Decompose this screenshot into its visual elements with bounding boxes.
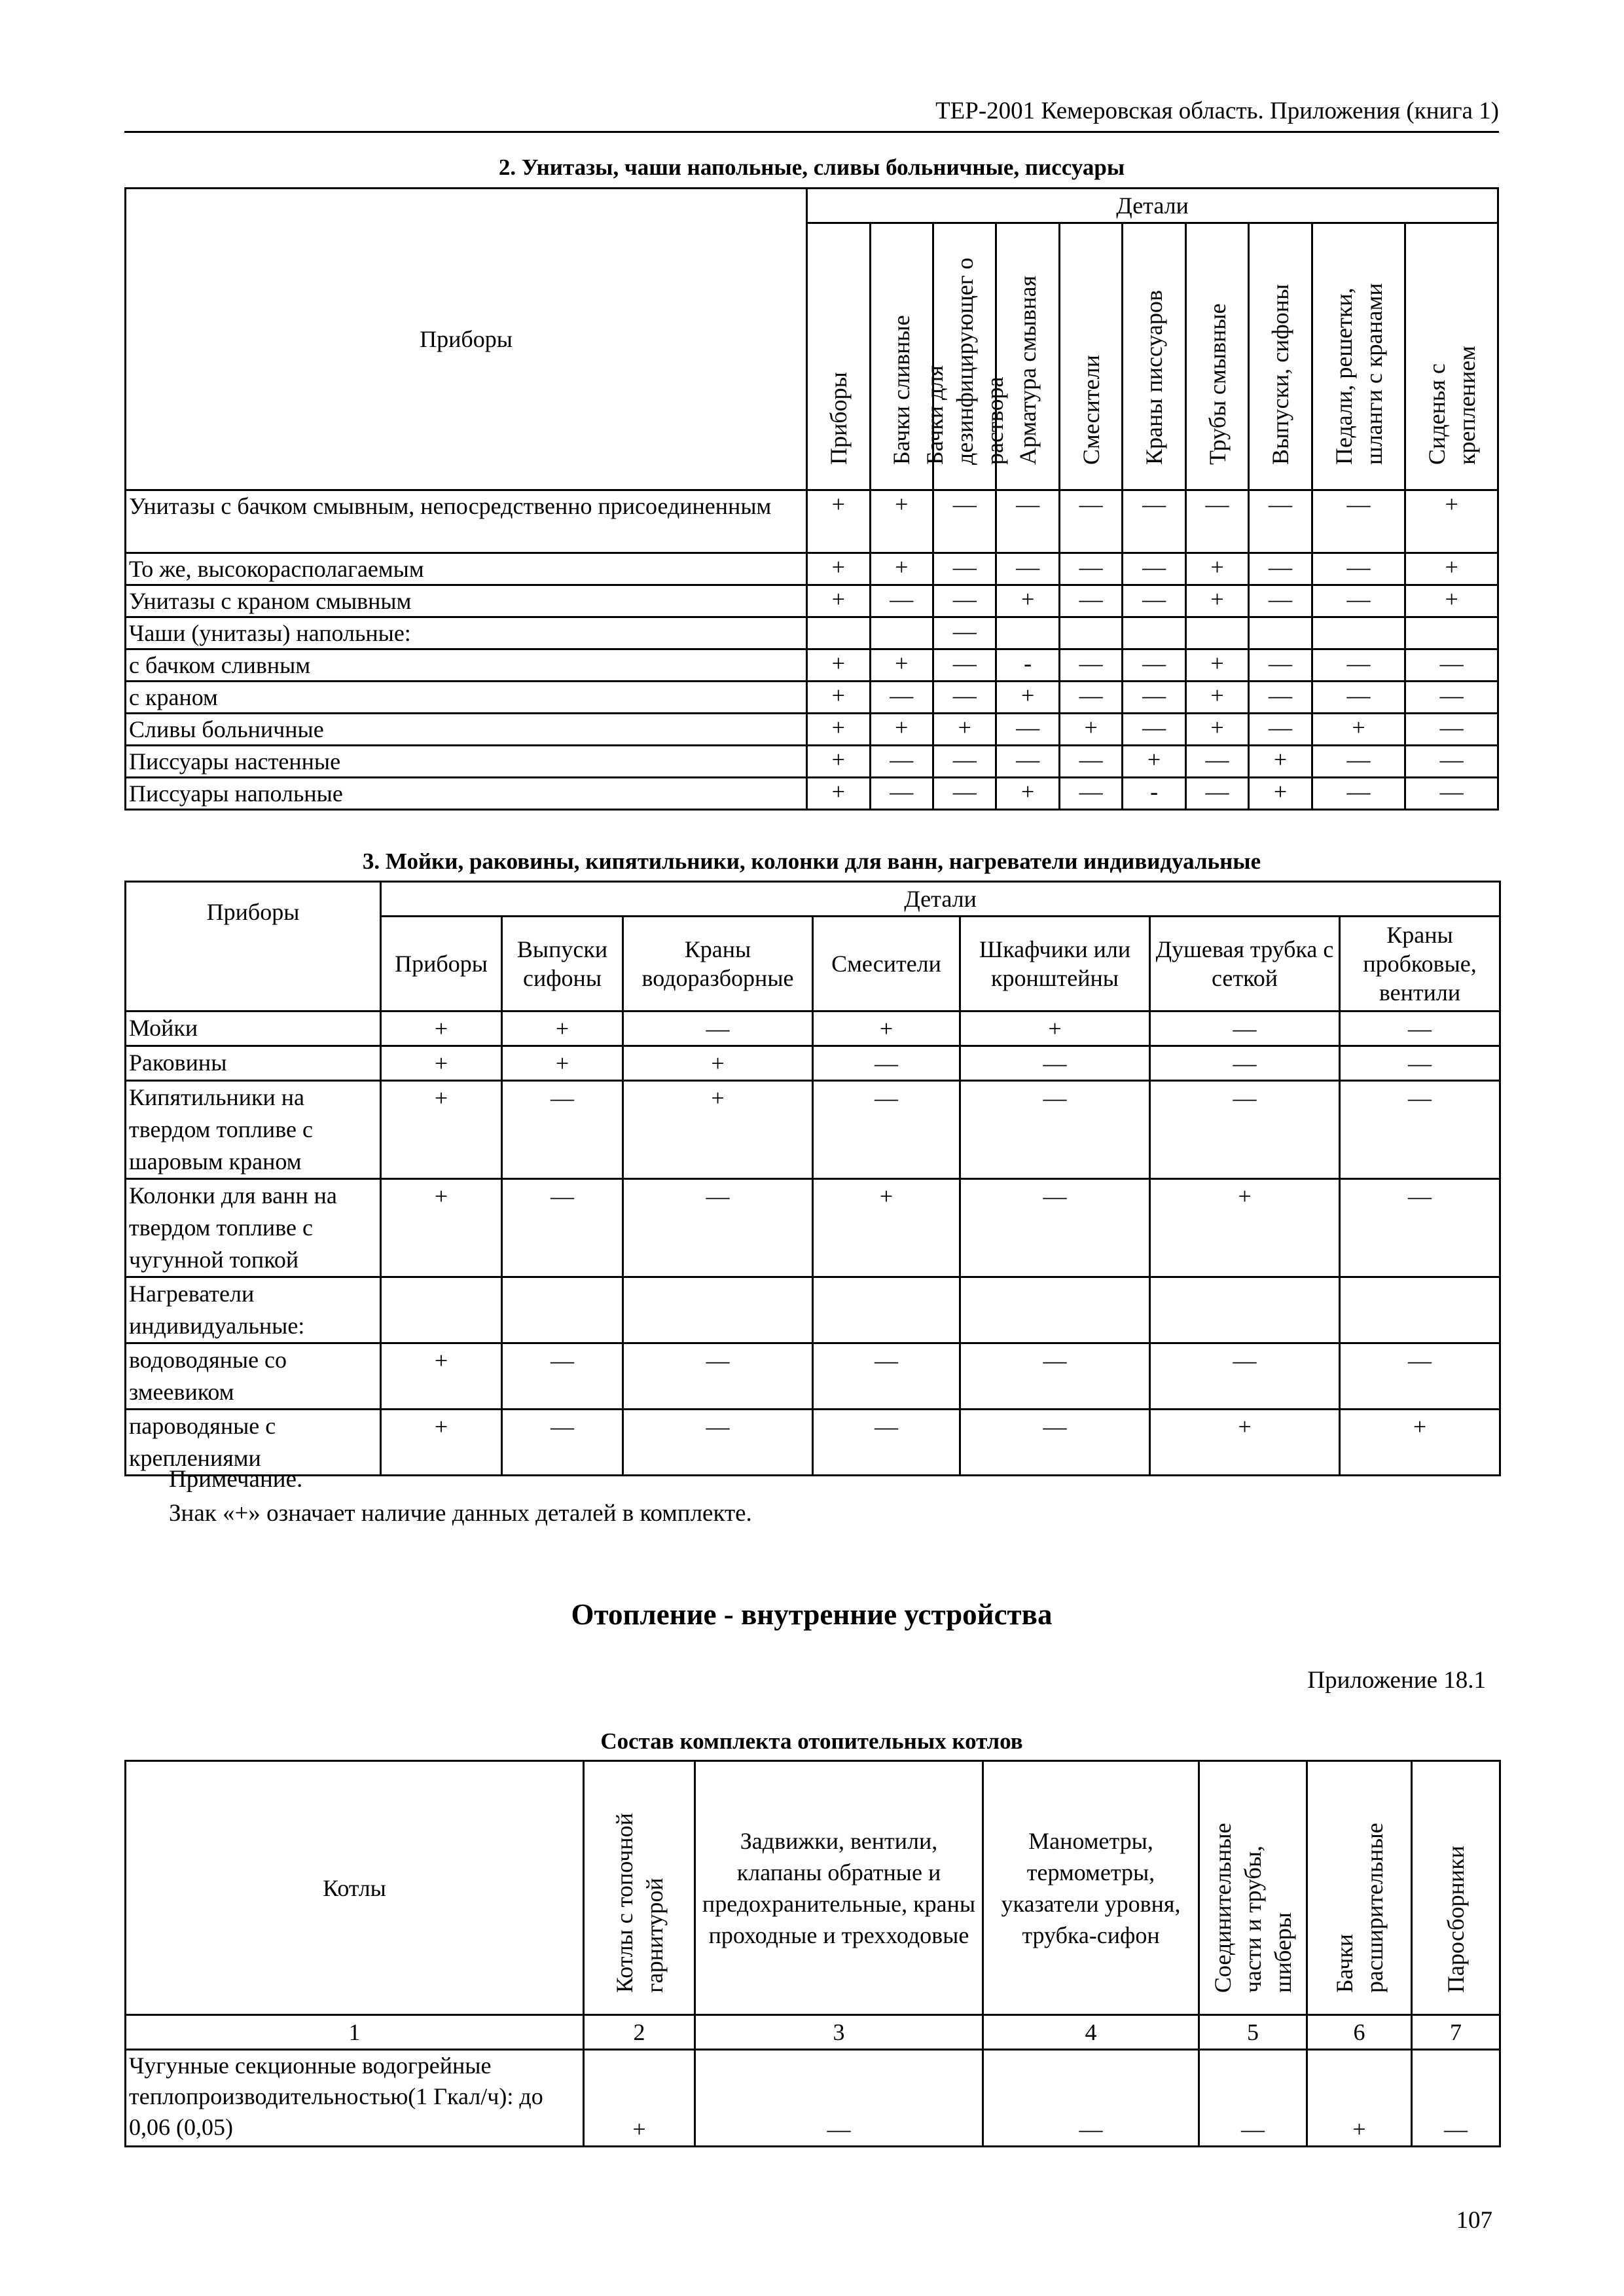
table-cell: — [870, 585, 933, 617]
table-row [126, 682, 1498, 714]
table-cell: — [623, 1343, 813, 1410]
table-cell: — [813, 1343, 960, 1410]
table-cell: + [584, 2050, 695, 2147]
table2-col-header-label: Арматура смывная [1015, 275, 1041, 465]
row-label: Нагреватели индивидуальные: [126, 1277, 381, 1343]
table-cell: — [1150, 1011, 1340, 1046]
table-cell: + [1185, 553, 1248, 585]
table-cell: + [933, 714, 996, 746]
table-cell: + [807, 682, 870, 714]
table3-col-header: Приборы [381, 917, 502, 1011]
table-cell: — [813, 1410, 960, 1476]
table-cell: — [996, 714, 1059, 746]
row-label: Кипятильники на твердом топливе с шаровым краном [126, 1081, 381, 1179]
row-label: с краном [126, 682, 807, 714]
table-cell [502, 1277, 623, 1343]
table-cell: — [870, 746, 933, 778]
table-row [126, 649, 1498, 682]
table-cell: — [1312, 553, 1405, 585]
table-row [126, 1179, 1500, 1277]
column-number: 7 [1412, 2015, 1500, 2050]
table2-col-header-label: Приборы [825, 371, 852, 465]
table4-col-header [983, 1761, 1199, 2015]
table-cell: — [933, 649, 996, 682]
table4-col-header-label: Соединительные части и трубы, шиберы [1210, 1822, 1296, 1993]
table-cell: + [870, 490, 933, 553]
table-cell: — [1150, 1046, 1340, 1081]
table3-col-header: Краны водоразборные [623, 917, 813, 1011]
table-cell: — [870, 778, 933, 810]
table3-col-header: Краны пробковые, вентили [1340, 917, 1500, 1011]
table-cell: — [1312, 746, 1405, 778]
table-cell: + [381, 1410, 502, 1476]
table-cell: + [623, 1081, 813, 1179]
table-cell: — [1059, 778, 1122, 810]
table-cell: + [381, 1081, 502, 1179]
table2-col-header-label: Педали, решетки, шланги с кранами [1330, 282, 1387, 465]
table2-col-header [996, 223, 1059, 490]
table-cell: + [623, 1046, 813, 1081]
table-cell: + [807, 553, 870, 585]
table4-col-header-label: Задвижки, вентили, клапаны обратные и предохранительные, краны проходные и трехходовые [702, 1827, 976, 1948]
table-cell: — [1405, 778, 1498, 810]
table-cell: — [933, 617, 996, 649]
table-cell: + [1405, 553, 1498, 585]
table4-col-header [1199, 1761, 1307, 2015]
table-cell: + [1150, 1410, 1340, 1476]
table-cell: + [807, 649, 870, 682]
table-cell: — [1312, 778, 1405, 810]
table-row [126, 1277, 1500, 1343]
table-cell: + [807, 714, 870, 746]
table-row [126, 1011, 1500, 1046]
table2-group-header: Детали [807, 189, 1498, 223]
table-cell: — [502, 1179, 623, 1277]
table-cell: + [1123, 746, 1185, 778]
table-cell: — [1249, 682, 1312, 714]
table-cell: + [381, 1046, 502, 1081]
table-cell [807, 617, 870, 649]
table-cell: — [1249, 649, 1312, 682]
table-cell: — [960, 1081, 1150, 1179]
table-cell: — [870, 682, 933, 714]
table-cell: — [1340, 1081, 1500, 1179]
table-row [126, 490, 1498, 553]
table-cell: — [1123, 649, 1185, 682]
table2-row-header: Приборы [126, 189, 807, 490]
row-label: пароводяные с креплениями [126, 1410, 381, 1476]
table-cell: — [623, 1011, 813, 1046]
table-cell: — [996, 746, 1059, 778]
table-cell: — [1312, 490, 1405, 553]
table-cell: — [695, 2050, 983, 2147]
table-cell: — [933, 585, 996, 617]
row-label: Унитазы с краном смывным [126, 585, 807, 617]
table-cell: — [1249, 714, 1312, 746]
table-cell: — [933, 746, 996, 778]
table-cell: — [1123, 490, 1185, 553]
table2-col-header-label: Сиденья с креплением [1423, 345, 1480, 465]
table4 [124, 1760, 1501, 2147]
table-cell: + [502, 1046, 623, 1081]
table-cell: — [1123, 585, 1185, 617]
table-cell: — [1340, 1343, 1500, 1410]
table-cell: + [996, 585, 1059, 617]
table2-col-header [807, 223, 870, 490]
table-cell: + [1307, 2050, 1412, 2147]
table-row [126, 1343, 1500, 1410]
table-row [126, 1410, 1500, 1476]
table2-col-header-label: Бачки для дезинфицирующег о раствора [921, 257, 1008, 465]
table4-col-header-label: Котлы с топочной гарнитурой [611, 1812, 668, 1993]
table3-row-header: Приборы [126, 882, 381, 1011]
table-cell: + [1059, 714, 1122, 746]
table-cell: - [996, 649, 1059, 682]
table-cell: — [983, 2050, 1199, 2147]
table-cell: + [807, 746, 870, 778]
table-cell: — [1312, 649, 1405, 682]
table-cell: + [1249, 778, 1312, 810]
table-row [126, 714, 1498, 746]
table-cell [1185, 617, 1248, 649]
table-cell [996, 617, 1059, 649]
table-cell: + [996, 682, 1059, 714]
row-label: Мойки [126, 1011, 381, 1046]
table4-col-header [126, 1761, 584, 2015]
table-cell: — [813, 1046, 960, 1081]
table-cell: — [1340, 1011, 1500, 1046]
table-cell: + [960, 1011, 1150, 1046]
row-label: То же, высокорасполагаемым [126, 553, 807, 585]
table-cell: + [1185, 714, 1248, 746]
table3-col-header: Шкафчики или кронштейны [960, 917, 1150, 1011]
table-cell: — [933, 682, 996, 714]
row-label: Колонки для ванн на твердом топливе с чугунной топкой [126, 1179, 381, 1277]
table-cell: — [1123, 553, 1185, 585]
table4-col-header-label: Манометры, термометры, указатели уровня, трубка-сифон [1001, 1827, 1181, 1948]
table-cell: — [933, 553, 996, 585]
table-cell: — [1340, 1179, 1500, 1277]
table-cell: + [381, 1179, 502, 1277]
table-cell: — [1185, 746, 1248, 778]
table-cell: + [807, 585, 870, 617]
table2-col-header [1312, 223, 1405, 490]
table-cell: + [1405, 490, 1498, 553]
table-cell: + [870, 553, 933, 585]
table-cell: — [1059, 490, 1122, 553]
table-cell: — [960, 1410, 1150, 1476]
table4-col-header [1412, 1761, 1500, 2015]
table-cell [1249, 617, 1312, 649]
table-cell: — [1059, 746, 1122, 778]
row-label: Сливы больничные [126, 714, 807, 746]
table-row [126, 617, 1498, 649]
table-cell: — [1312, 585, 1405, 617]
table2-col-header-label: Трубы смывные [1204, 302, 1231, 465]
table-cell: — [960, 1179, 1150, 1277]
table-cell: — [502, 1081, 623, 1179]
table3-caption: 3. Мойки, раковины, кипятильники, колонки для ванн, нагреватели индивидуальные [362, 848, 1261, 874]
table-cell [1405, 617, 1498, 649]
table-cell: + [1312, 714, 1405, 746]
appendix-label: Приложение 18.1 [1307, 1667, 1486, 1694]
table2-caption: 2. Унитазы, чаши напольные, сливы больничные, писсуары [498, 155, 1125, 180]
table-cell [381, 1277, 502, 1343]
column-number: 5 [1199, 2015, 1307, 2050]
table-cell: — [1340, 1046, 1500, 1081]
table-cell: — [933, 490, 996, 553]
table-cell: — [1150, 1081, 1340, 1179]
row-label: Раковины [126, 1046, 381, 1081]
section-title: Отопление - внутренние устройства [571, 1598, 1053, 1631]
table2-col-header-label: Выпуски, сифоны [1267, 283, 1293, 465]
table-cell: — [502, 1410, 623, 1476]
row-label: водоводяные со змеевиком [126, 1343, 381, 1410]
table-cell: + [1249, 746, 1312, 778]
row-label: Унитазы с бачком смывным, непосредственно присоединенным [126, 490, 807, 553]
table-cell: + [1150, 1179, 1340, 1277]
column-number: 4 [983, 2015, 1199, 2050]
table4-col-header [695, 1761, 983, 2015]
row-label: Чаши (унитазы) напольные: [126, 617, 807, 649]
table2-col-header [1123, 223, 1185, 490]
table-cell [960, 1277, 1150, 1343]
table-row [126, 1046, 1500, 1081]
table-cell: + [813, 1011, 960, 1046]
table3-group-header: Детали [381, 882, 1500, 917]
header-rule [124, 131, 1499, 133]
table-cell: + [1185, 649, 1248, 682]
table-cell: — [1405, 682, 1498, 714]
table-cell: + [502, 1011, 623, 1046]
table-cell: + [807, 490, 870, 553]
table-cell: — [813, 1081, 960, 1179]
table3-col-header: Душевая трубка с сеткой [1150, 917, 1340, 1011]
table-cell: — [1123, 682, 1185, 714]
table2-col-header [1185, 223, 1248, 490]
table-cell: — [502, 1343, 623, 1410]
table-cell: — [1185, 778, 1248, 810]
table-row [126, 553, 1498, 585]
table-cell: + [381, 1343, 502, 1410]
table2-col-header [1405, 223, 1498, 490]
table2-col-header [921, 223, 1008, 490]
table-cell: - [1123, 778, 1185, 810]
table3 [124, 881, 1501, 1476]
table-cell: — [1412, 2050, 1500, 2147]
table4-col-header [584, 1761, 695, 2015]
table-cell: — [996, 490, 1059, 553]
table-cell [870, 617, 933, 649]
table-cell: — [960, 1046, 1150, 1081]
row-label: Чугунные секционные водогрейные теплопроизводительностью(1 Гкал/ч): до 0,06 (0,05) [126, 2050, 584, 2147]
table-cell: — [1059, 585, 1122, 617]
table-cell: + [1405, 585, 1498, 617]
table-cell: — [1249, 490, 1312, 553]
table-cell: + [870, 649, 933, 682]
table-cell: — [996, 553, 1059, 585]
table-cell [623, 1277, 813, 1343]
table-row [126, 2050, 1500, 2147]
note-title: Примечание. [169, 1466, 303, 1493]
table-cell [1059, 617, 1122, 649]
table2-col-header [1059, 223, 1122, 490]
table3-col-header: Выпуски сифоны [502, 917, 623, 1011]
table-cell: — [1249, 553, 1312, 585]
table-cell: + [1185, 585, 1248, 617]
table2-col-header [1249, 223, 1312, 490]
table2-col-header-label: Смесители [1077, 354, 1104, 465]
table-cell: — [1123, 714, 1185, 746]
table-cell: — [1405, 649, 1498, 682]
table2 [124, 187, 1499, 811]
table-cell: — [1312, 682, 1405, 714]
table-cell: — [1150, 1343, 1340, 1410]
column-number: 6 [1307, 2015, 1412, 2050]
column-number: 1 [126, 2015, 584, 2050]
page-number: 107 [1456, 2207, 1492, 2234]
table-cell [1150, 1277, 1340, 1343]
table4-col-header-label: Котлы [323, 1874, 386, 1901]
table-cell: — [1059, 682, 1122, 714]
table-cell: — [623, 1179, 813, 1277]
running-header: ТЕР-2001 Кемеровская область. Приложения (книга 1) [935, 98, 1499, 124]
table-row [126, 746, 1498, 778]
table-cell [813, 1277, 960, 1343]
table-cell [1312, 617, 1405, 649]
table-row [126, 585, 1498, 617]
table2-col-header-label: Бачки сливные [888, 314, 915, 465]
column-number: 3 [695, 2015, 983, 2050]
table4-col-header [1307, 1761, 1412, 2015]
table3-col-header: Смесители [813, 917, 960, 1011]
table-cell: + [381, 1011, 502, 1046]
column-number: 2 [584, 2015, 695, 2050]
table-cell [1123, 617, 1185, 649]
table-cell: — [1059, 553, 1122, 585]
table-cell: — [933, 778, 996, 810]
table-cell: + [1185, 682, 1248, 714]
table4-col-header-label: Паросборники [1443, 1845, 1469, 1993]
table4-caption: Состав комплекта отопительных котлов [600, 1728, 1023, 1754]
table-cell: + [870, 714, 933, 746]
table-cell: — [1059, 649, 1122, 682]
table-cell: — [623, 1410, 813, 1476]
table2-col-header-label: Краны писсуаров [1141, 289, 1168, 465]
table-cell [1340, 1277, 1500, 1343]
table4-col-header-label: Бачки расширительные [1331, 1822, 1388, 1993]
table-cell: + [996, 778, 1059, 810]
table-cell: + [807, 778, 870, 810]
note-text: Знак «+» означает наличие данных деталей в комплекте. [169, 1500, 752, 1527]
row-label: Писсуары настенные [126, 746, 807, 778]
table-cell: — [1249, 585, 1312, 617]
table-cell: + [1340, 1410, 1500, 1476]
row-label: Писсуары напольные [126, 778, 807, 810]
table-row [126, 1081, 1500, 1179]
table-row [126, 778, 1498, 810]
table-cell: + [813, 1179, 960, 1277]
table-cell: — [1405, 746, 1498, 778]
table-cell: — [960, 1343, 1150, 1410]
table-cell: — [1185, 490, 1248, 553]
table-cell: — [1199, 2050, 1307, 2147]
row-label: с бачком сливным [126, 649, 807, 682]
table-cell: — [1405, 714, 1498, 746]
